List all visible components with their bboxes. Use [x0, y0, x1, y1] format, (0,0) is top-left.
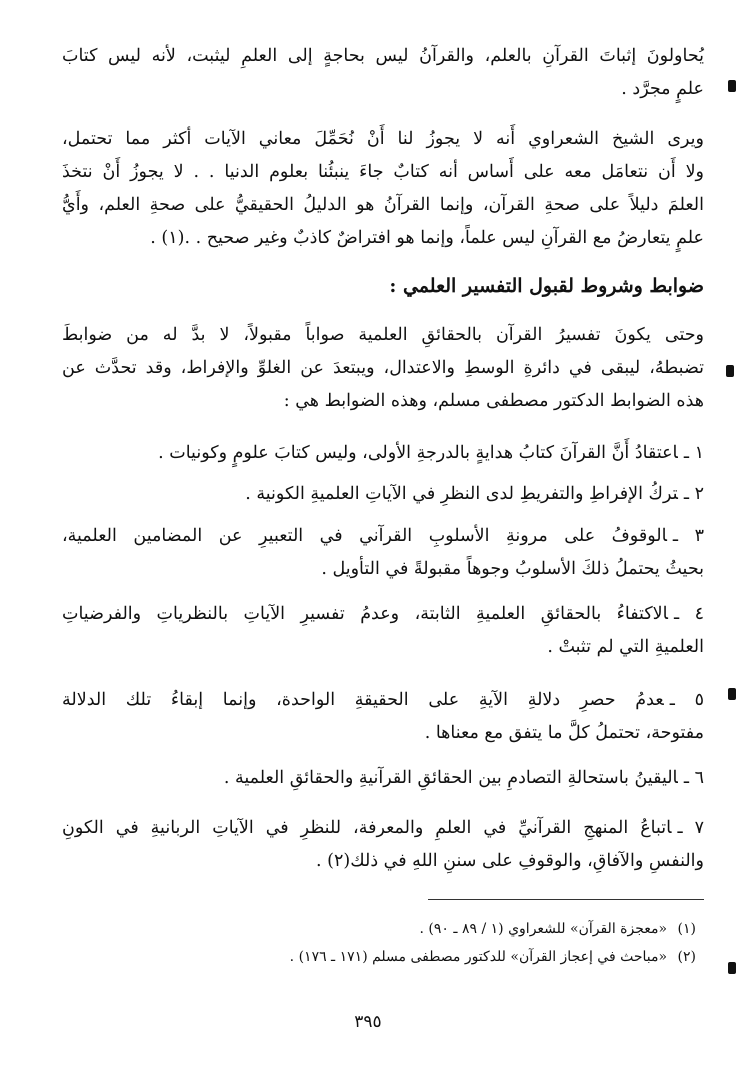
criterion-item-6	[62, 762, 704, 795]
criterion-item-5	[62, 684, 704, 750]
paragraph-1	[62, 40, 704, 106]
text-line: يُحاولونَ إثباتَ القرآنِ بالعلم، والقرآنُ ليس بحاجةٍ إلى العلمِ ليثبت، لأنه ليس كتابَ	[62, 46, 704, 66]
footnote-text: «معجزة القرآن» للشعراوي (١ / ٨٩ ـ ٩٠) .	[419, 921, 668, 937]
item-text: العلميةِ التي لم تثبتْ .	[547, 637, 704, 657]
scan-edge-mark	[728, 962, 736, 974]
criterion-item-7	[62, 812, 704, 878]
item-text: اليقينُ باستحالةِ التصادمِ بين الحقائقِ القرآنيةِ والحقائقِ العلمية .	[223, 768, 678, 788]
text-line: العلمَ دليلاً على صحةِ القرآن، وإنما القرآنُ هو الدليلُ الحقيقيُّ على صحةِ العلم، وأَيُّ	[62, 195, 704, 215]
page-number: ٣٩٥	[354, 1012, 382, 1032]
section-heading: ضوابط وشروط لقبول التفسير العلمي :	[389, 275, 704, 297]
criterion-item-3	[62, 520, 704, 586]
item-number: ٧ ـ	[677, 818, 704, 838]
footnote-2	[62, 944, 696, 971]
criterion-item-4	[62, 598, 704, 664]
item-text: مفتوحة، تحتملُ كلَّ ما يتفق مع معناها .	[424, 723, 704, 743]
intro-paragraph	[62, 319, 704, 418]
item-number: ٢ ـ	[683, 484, 704, 504]
item-text: تركُ الإفراطِ والتفريطِ لدى النظرِ في الآياتِ العلميةِ الكونية .	[245, 484, 678, 504]
footnote-text: «مباحث في إعجاز القرآن» للدكتور مصطفى مسلم (١٧١ ـ ١٧٦) .	[289, 949, 668, 965]
footnote-mark: (١)	[677, 921, 696, 937]
text-line: ولا أَن نتعامَل معه على أَساس أنه كتابٌ جاءَ ينبئُنا بعلوم الدنيا . . لا يجوزُ أَنْ نتخذَ	[62, 162, 704, 182]
item-number: ٥ ـ	[669, 690, 705, 710]
scan-edge-mark	[728, 688, 736, 700]
item-text: بحيثُ يحتملُ ذلكَ الأسلوبُ وجوهاً مقبولةً في التأويل .	[321, 559, 704, 579]
item-number: ٣ ـ	[672, 526, 704, 546]
item-number: ١ ـ	[683, 443, 704, 463]
text-line: تضبطهُ، ليبقى في دائرةِ الوسطِ والاعتدال، ويبتعدَ عن الغلوِّ والإفراط، وقد تحدَّث عن	[62, 358, 704, 378]
text-line: علمٍ مجرَّد .	[621, 79, 704, 99]
item-number: ٤ ـ	[673, 604, 704, 624]
item-number: ٦ ـ	[683, 768, 704, 788]
item-text: والنفسِ والآفاقِ، والوقوفِ على سننِ اللهِ في ذلك(٢) .	[316, 851, 704, 871]
item-text: الاكتفاءُ بالحقائقِ العلميةِ الثابتة، وعدمُ تفسيرِ الآياتِ بالنظرياتِ والفرضياتِ	[62, 604, 668, 624]
scan-edge-mark	[728, 80, 736, 92]
footnote-mark: (٢)	[677, 949, 696, 965]
criterion-item-2	[62, 478, 704, 511]
text-line: وحتى يكونَ تفسيرُ القرآن بالحقائقِ العلمية صواباً مقبولاً، لا بدَّ له من ضوابطَ	[62, 325, 704, 345]
text-line: هذه الضوابط الدكتور مصطفى مسلم، وهذه الضوابط هي :	[283, 391, 704, 411]
footnote-divider	[428, 899, 704, 900]
item-text: اتباعُ المنهجِ القرآنيِّ في العلمِ والمعرفة، للنظرِ في الآياتِ الربانيةِ في الكونِ	[62, 818, 672, 838]
footnote-1	[62, 916, 696, 943]
text-line: علمٍ يتعارضُ مع القرآنِ ليس علماً، وإنما هو افتراضٌ كاذبٌ وغير صحيح . .(١) .	[150, 228, 704, 248]
paragraph-2	[62, 123, 704, 255]
item-text: الوقوفُ على مرونةِ الأسلوبِ القرآني في التعبيرِ عن المضامين العلمية،	[62, 526, 667, 546]
item-text: عدمُ حصرِ دلالةِ الآيةِ على الحقيقةِ الواحدة، وإنما إبقاءُ تلك الدلالة	[62, 690, 664, 710]
item-text: اعتقادُ أَنَّ القرآنَ كتابُ هدايةٍ بالدرجةِ الأولى، وليس كتابَ علومٍ وكونيات .	[158, 443, 678, 463]
criterion-item-1	[62, 437, 704, 470]
text-line: ويرى الشيخ الشعراوي أَنه لا يجوزُ لنا أَنْ نُحَمِّلَ معاني الآيات أكثر مما تحتمل،	[62, 129, 704, 149]
scan-edge-mark	[726, 365, 734, 377]
